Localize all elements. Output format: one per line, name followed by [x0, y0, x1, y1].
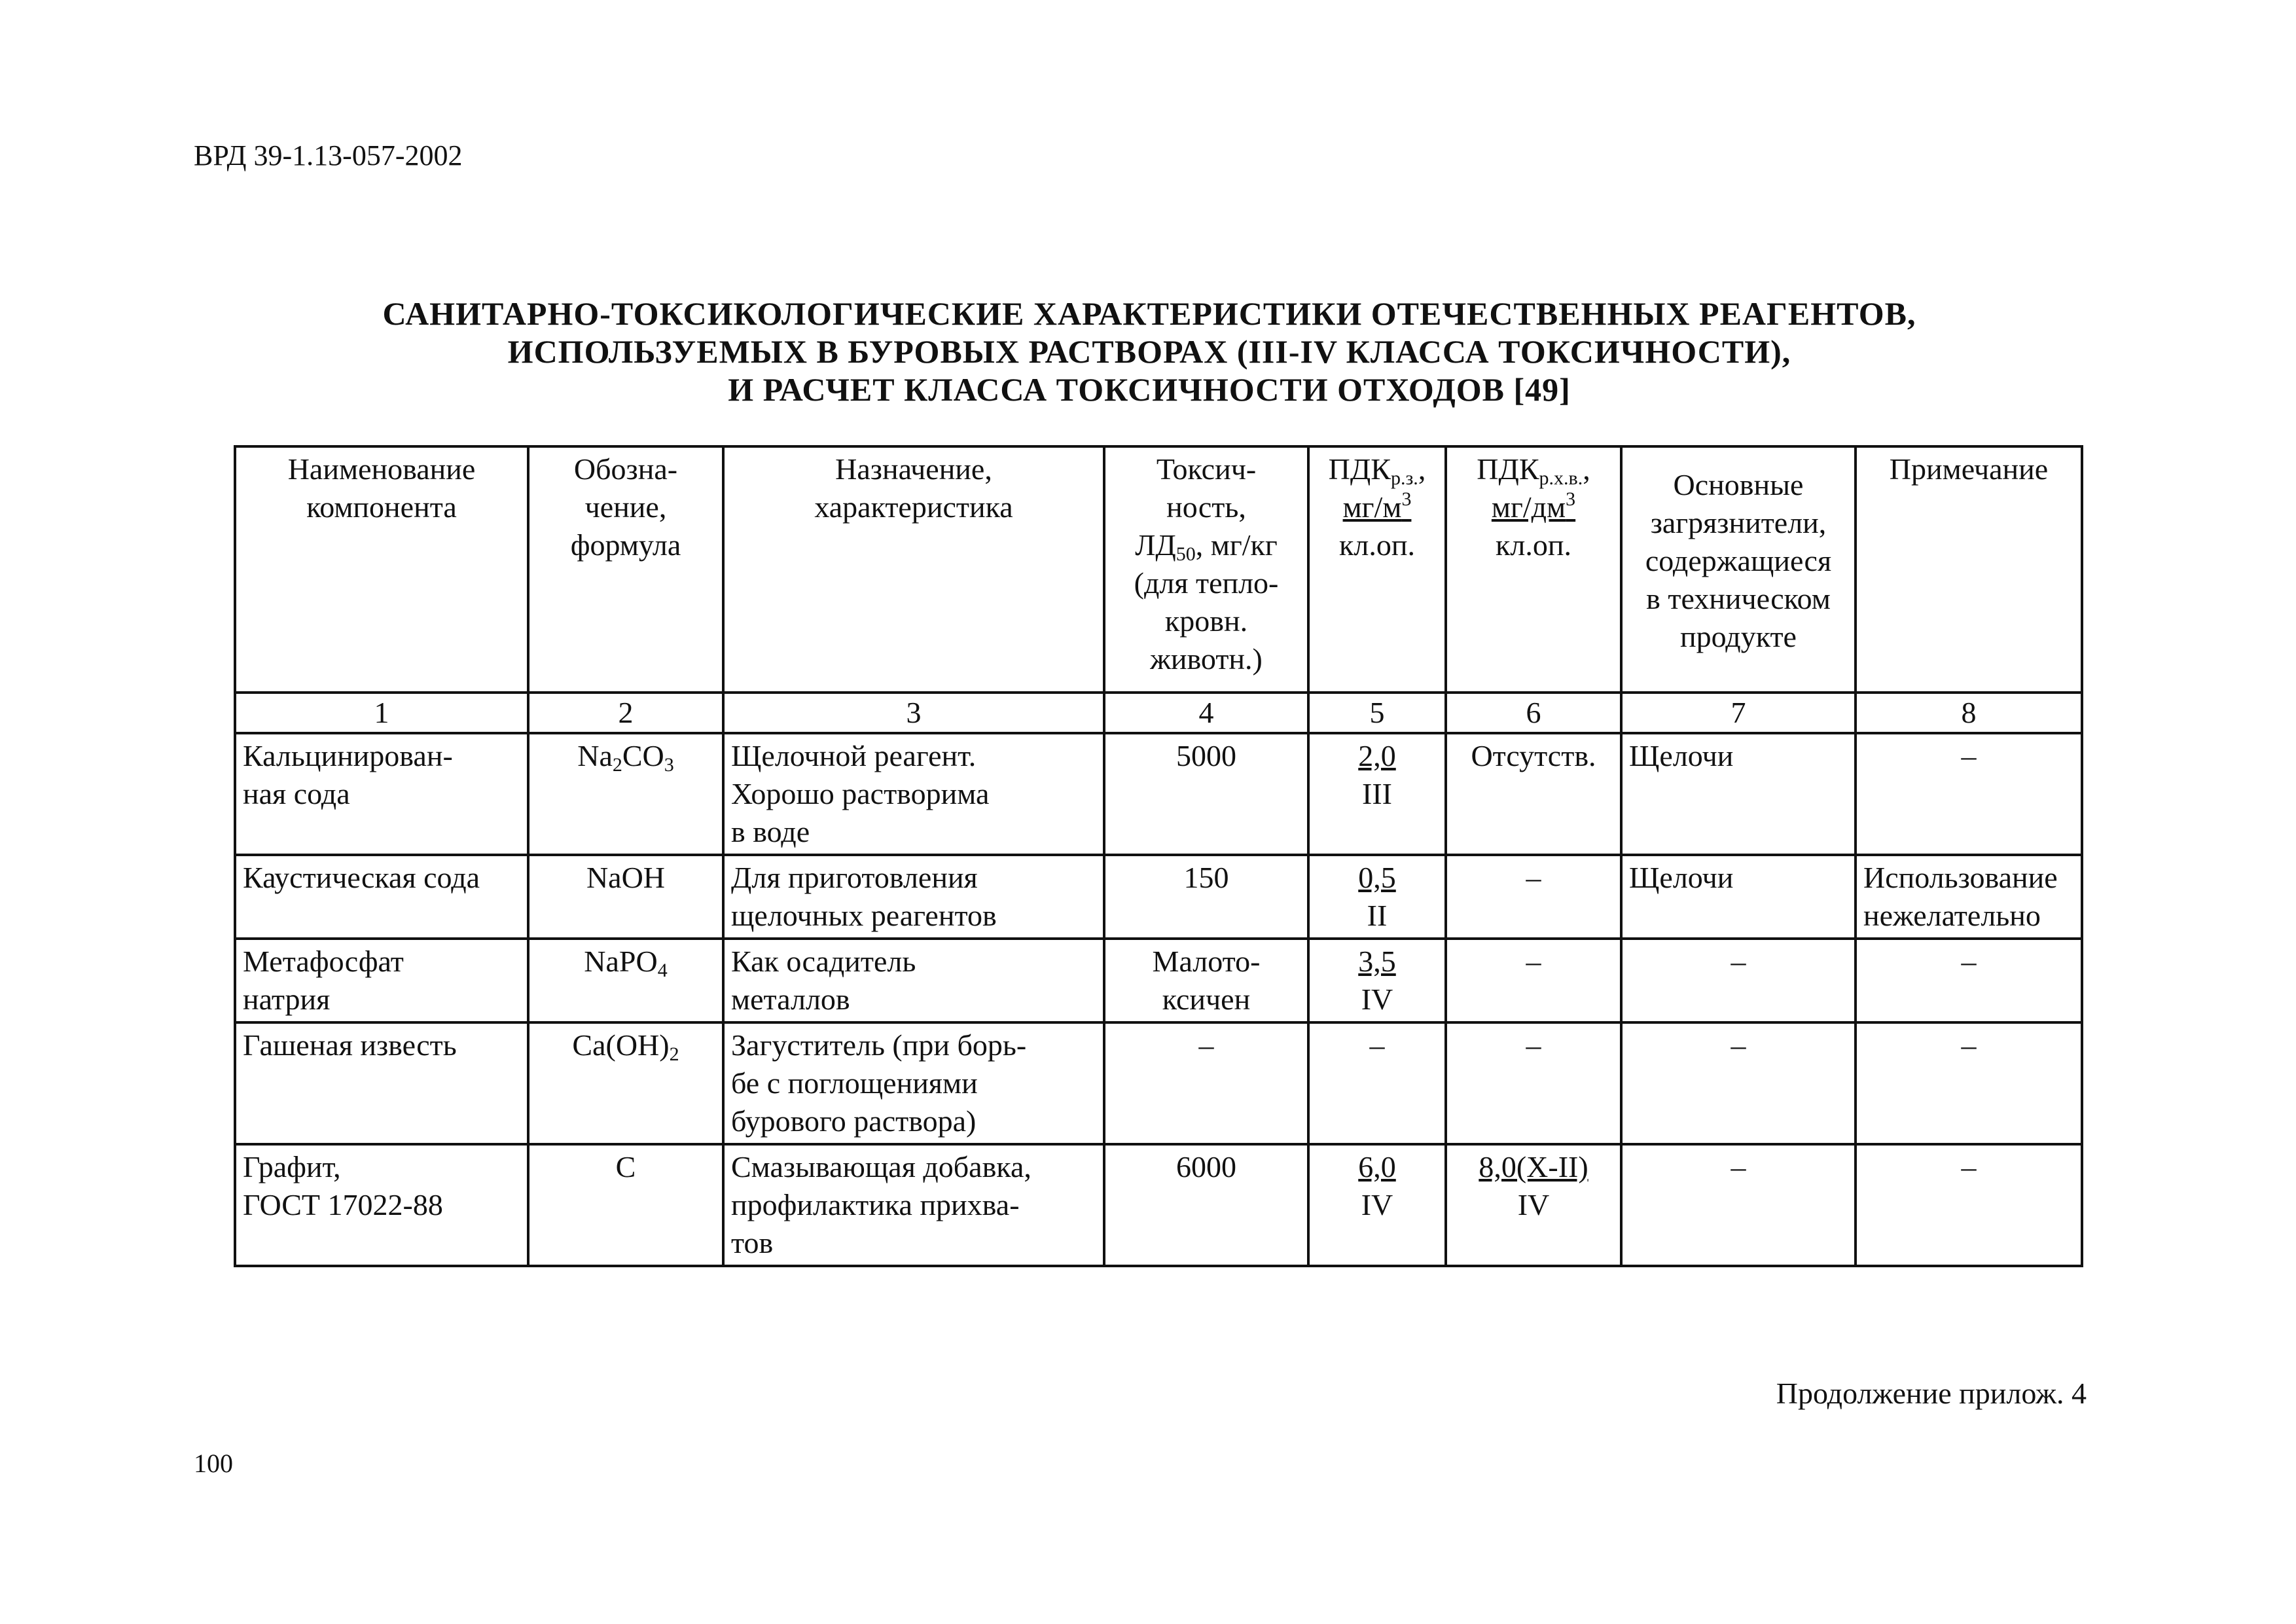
table-row	[235, 855, 2082, 939]
header-pdk-rz: $ПДК_{р.з.}$, $мг/м^3$ кл.оп.	[1308, 446, 1446, 693]
title-line: ИСПОЛЬЗУЕМЫХ В БУРОВЫХ РАСТВОРАХ (III-IV КЛАССА ТОКСИЧНОСТИ),	[507, 333, 1791, 370]
header-pollutants: Основные загрязнители, содержащиеся в техническом продукте	[1621, 446, 1856, 693]
component-purpose: Как осадитель металлов	[723, 939, 1104, 1022]
pdk-rz: –	[1308, 1022, 1446, 1144]
page-title	[194, 295, 2105, 408]
component-toxicity: 6000	[1104, 1144, 1308, 1266]
column-number: 5	[1308, 693, 1446, 733]
table-row	[235, 1144, 2082, 1266]
component-formula: $Na_2CO_3$	[528, 733, 723, 855]
pdk-rz: 3,5 IV	[1308, 939, 1446, 1022]
component-purpose: Смазывающая добавка, профилактика прихва- тов	[723, 1144, 1104, 1266]
component-name: Метафосфат натрия	[235, 939, 528, 1022]
header-pdk-rhv: $ПДК_{р.х.в.}$, $мг/дм^3$ кл.оп.	[1446, 446, 1621, 693]
title-line: САНИТАРНО-ТОКСИКОЛОГИЧЕСКИЕ ХАРАКТЕРИСТИКИ ОТЕЧЕСТВЕННЫХ РЕАГЕНТОВ,	[382, 295, 1916, 332]
component-toxicity: 150	[1104, 855, 1308, 939]
pollutants: –	[1621, 939, 1856, 1022]
pollutants: –	[1621, 1144, 1856, 1266]
header-formula: Обозна- чение, формула	[528, 446, 723, 693]
continuation-note: Продолжение прилож. 4	[1776, 1377, 2087, 1410]
table-row	[235, 939, 2082, 1022]
header-component-name: Наименование компонента	[235, 446, 528, 693]
toxicity-table	[234, 445, 2083, 1267]
table-row	[235, 1022, 2082, 1144]
note: –	[1856, 1022, 2082, 1144]
page-number: 100	[194, 1449, 233, 1478]
table-row	[235, 733, 2082, 855]
component-purpose: Щелочной реагент. Хорошо растворима в воде	[723, 733, 1104, 855]
note: –	[1856, 939, 2082, 1022]
pdk-rhv: –	[1446, 855, 1621, 939]
pdk-rhv: Отсутств.	[1446, 733, 1621, 855]
pollutants: Щелочи	[1621, 855, 1856, 939]
note: Использование нежелательно	[1856, 855, 2082, 939]
column-number: 4	[1104, 693, 1308, 733]
component-name: Каустическая сода	[235, 855, 528, 939]
pdk-rhv: –	[1446, 1022, 1621, 1144]
pollutants: Щелочи	[1621, 733, 1856, 855]
component-formula: $Ca(OH)_2$	[528, 1022, 723, 1144]
column-number: 8	[1856, 693, 2082, 733]
pdk-rz: 6,0 IV	[1308, 1144, 1446, 1266]
component-toxicity: –	[1104, 1022, 1308, 1144]
component-name: Графит, ГОСТ 17022-88	[235, 1144, 528, 1266]
component-toxicity: 5000	[1104, 733, 1308, 855]
pdk-rhv: –	[1446, 939, 1621, 1022]
table-header-row	[235, 446, 2082, 693]
pdk-rz: 2,0 III	[1308, 733, 1446, 855]
component-name: Кальцинирован- ная сода	[235, 733, 528, 855]
pollutants: –	[1621, 1022, 1856, 1144]
component-formula: NaPO$_4$	[528, 939, 723, 1022]
component-formula: C	[528, 1144, 723, 1266]
header-note: Примечание	[1856, 446, 2082, 693]
column-number: 3	[723, 693, 1104, 733]
column-number-row	[235, 693, 2082, 733]
document-code: ВРД 39-1.13-057-2002	[194, 139, 463, 171]
column-number: 2	[528, 693, 723, 733]
column-number: 6	[1446, 693, 1621, 733]
header-purpose: Назначение, характеристика	[723, 446, 1104, 693]
component-formula: NaOH	[528, 855, 723, 939]
pdk-rhv: 8,0(Х-II) IV	[1446, 1144, 1621, 1266]
component-purpose: Загуститель (при борь- бе с поглощениями бурового раствора)	[723, 1022, 1104, 1144]
header-toxicity: Токсич- ность, $ЛД_{50}$, мг/кг (для тепло- кровн. животн.)	[1104, 446, 1308, 693]
note: –	[1856, 1144, 2082, 1266]
component-name: Гашеная известь	[235, 1022, 528, 1144]
column-number: 7	[1621, 693, 1856, 733]
title-line: И РАСЧЕТ КЛАССА ТОКСИЧНОСТИ ОТХОДОВ [49]	[728, 371, 1571, 408]
component-purpose: Для приготовления щелочных реагентов	[723, 855, 1104, 939]
pdk-rz: 0,5 II	[1308, 855, 1446, 939]
column-number: 1	[235, 693, 528, 733]
note: –	[1856, 733, 2082, 855]
component-toxicity: Малото- ксичен	[1104, 939, 1308, 1022]
